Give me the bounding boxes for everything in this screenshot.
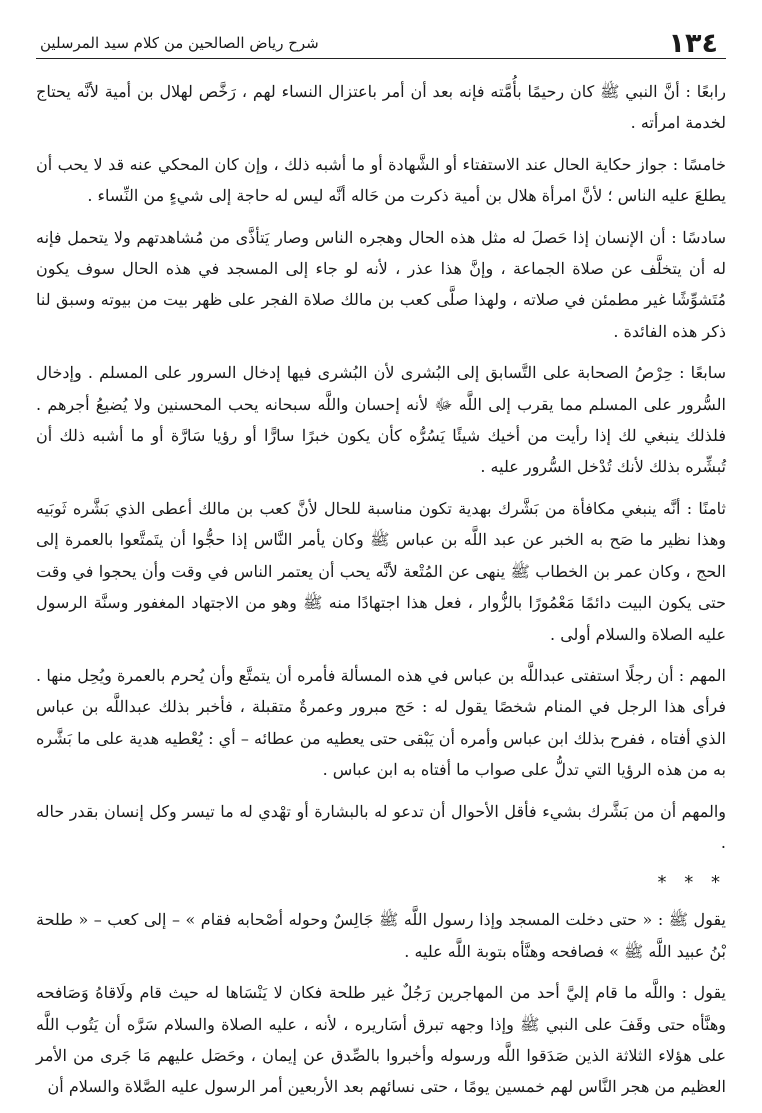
paragraph: سابعًا : حِرْصُ الصحابة على التَّسابق إلى البُشرى لأن البُشرى فيها إدخال السرور على المسلم . وإدخال السُّرور على المسلم مما يقرب إلى اللَّه ﷻ لأنه إحسان واللَّه سبحانه يحب المحسنين ولا يُضيعُ أجرهم . فلذلك ينبغي لك إذا رأيت من أخيك شيئًا يَسُرُّه كأن يكون خبرًا سارًّا أو رؤيا سَارَّة أو ما أشبه ذلك أن تُبشِّره بذلك لأنك تُدْخل السُّرور عليه . bbox=[36, 363, 726, 477]
paragraph: خامسًا : جواز حكاية الحال عند الاستفتاء أو الشَّهادة أو ما أشبه ذلك ، وإن كان المحكي عنه قد لا يحب أن يطلعَ عليه الناس ؛ لأنَّ امرأة هلال بن أمية ذكرت من حَاله أنَّه ليس له حاجة إلى شيءٍ من النِّساء . bbox=[36, 154, 726, 206]
page-number: ١٣٤ bbox=[668, 28, 718, 59]
header-rule bbox=[36, 58, 726, 59]
page-header bbox=[36, 28, 726, 62]
paragraph: والمهم أن من بَشَّرك بشيء فأقل الأحوال أن تدعو له بالبشارة أو تهْدي له ما تيسر وكل إنسان بقدر حاله . bbox=[36, 801, 727, 852]
paragraph: يقول ﷺ : « حتى دخلت المسجد وإذا رسول اللَّه ﷺ جَالِسٌ وحوله أصْحابه فقام » – إلى كعب – « طلحة بْنُ عبيد اللَّه ﷺ » فصافحه وهنَّأه بتوبة اللَّه عليه . bbox=[36, 910, 726, 961]
paragraph: سادسًا : أن الإنسان إذا حَصلَ له مثل هذه الحال وهجره الناس وصار يَتأذَّى من مُشاهدتهم ولا يتحمل فإنه له أن يتخلَّف عن صلاة الجماعة ، وإنَّ هذا عذر ، لأنه لو جاء إلى المسجد في هذه الحال سوف يكون مُتَشوِّشًا غير مطمئن في صلاته ، ولهذا صلَّى كعب بن مالك صلاة الفجر على ظهر بيت من بيوته وسبق لنا ذكر هذه الفائدة . bbox=[36, 227, 727, 341]
paragraph: رابعًا : أنَّ النبي ﷺ كان رحيمًا بأُمَّته فإنه بعد أن أمر باعتزال النساء لهم ، رَخَّص لهلال بن أمية لأنَّه يحتاج لخدمة امرأته . bbox=[36, 82, 726, 133]
section-separator: * * * bbox=[657, 872, 726, 894]
paragraph: المهم : أن رجلًا استفتى عبداللَّه بن عباس في هذه المسألة فأمره أن يتمتَّع وأن يُحرم بالعمرة ويُحِل منها . فرأى هذا الرجل في المنام شخصًا يقول له : حَج مبرور وعمرةٌ متقبلة ، فأخبر بذلك عبداللَّه بن عباس الذي أفتاه ، ففرح بذلك ابن عباس وأمره أن يَبْقى حتى يعطيه من عطائه – أي : يُعْطيه هدية على ما بَشَّره به من هذه الرؤيا التي تدلُّ على صواب ما أفتاه به ابن عباس . bbox=[36, 665, 727, 780]
running-title: شرح رياض الصالحين من كلام سيد المرسلين bbox=[40, 34, 319, 52]
paragraph: يقول : واللَّه ما قام إليَّ أحد من المهاجرين رَجُلٌ غير طلحة فكان لا يَنْسَاها له حيث قام ولَاقاهُ وَصَافحه وهنَّأه حتى وقَفَ على النبي ﷺ وإذا وجهه تبرق أسَاريره ، لأنه ، عليه الصلاة والسلام سَرَّه أن يَتُوب اللَّه على هؤلاء الثلاثة الذين صَدَقوا اللَّه ورسوله وأخبروا بالصِّدق عن إيمان ، وحَصَل عليهم مَا جَرى من الأمر العظيم من هجر النَّاس لهم خمسين يومًا ، حتى نسائهم بعد الأربعين أمر الرسول عليه الصَّلاة والسلام أن bbox=[36, 983, 726, 1097]
body-text bbox=[36, 76, 726, 1113]
paragraph: ثامنًا : أنَّه ينبغي مكافأة من بَشَّرك بهدية تكون مناسبة للحال لأنَّ كعب بن مالك أعطى الذي بَشَّره ثَوبَيه وهذا نظير ما صَح به الخبر عن عبد اللَّه بن عباس ﷺ وكان يأمر النَّاس إذا حجُّوا أن يتَمتَّعوا بالعمرة إلى الحج ، وكان عمر بن الخطاب ﷺ ينهى عن المُتْعة لأنَّه يحب أن يعتمر الناس في وقت وأن يحجوا في وقت حتى يكون البيت دائمًا مَعْمُورًا بالزُّوار ، فعل هذا اجتهادًا منه ﷺ وهو من الاجتهاد المغفور وسنَّة الرسول عليه الصلاة والسلام أولى . bbox=[36, 498, 727, 644]
